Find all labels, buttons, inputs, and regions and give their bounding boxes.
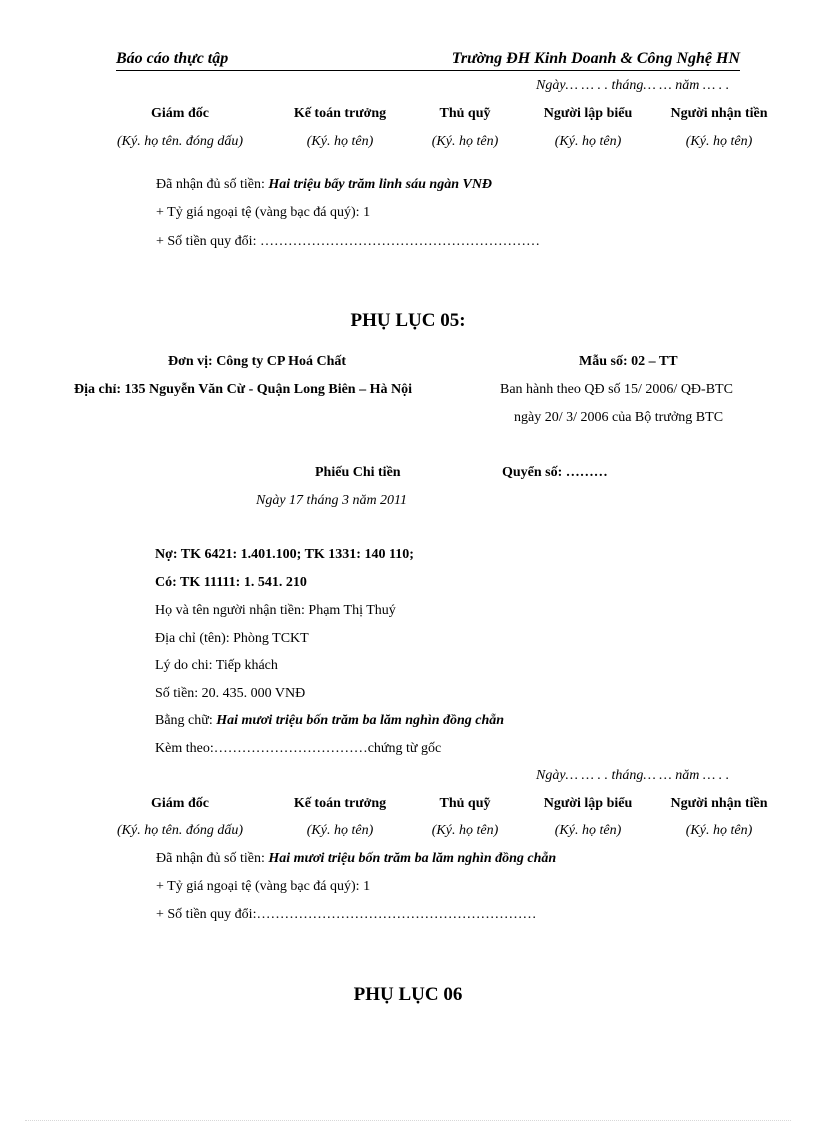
signature-note: (Ký. họ tên)	[554, 823, 622, 838]
signature-title: Kế toán trưởng	[293, 106, 387, 121]
amount-in-words	[155, 713, 504, 729]
amount-in-words-label: Bằng chữ:	[155, 713, 217, 728]
signature-note: (Ký. họ tên)	[554, 134, 622, 149]
signature-title: Người lập biểu	[543, 796, 633, 811]
header-right: Trường ĐH Kinh Doanh & Công Nghệ HN	[451, 50, 740, 67]
signature-title: Thủ quỹ	[439, 106, 491, 121]
signature-title: Người lập biểu	[543, 106, 633, 121]
credit-accounts: Có: TK 11111: 1. 541. 210	[155, 575, 307, 590]
page-bottom-divider	[25, 1120, 791, 1121]
date-line-1: Ngày… … . . tháng… … năm … . .	[536, 78, 730, 93]
header-left: Báo cáo thực tập	[116, 50, 229, 67]
signature-note: (Ký. họ tên)	[685, 823, 753, 838]
issued-decision: Ban hành theo QĐ số 15/ 2006/ QĐ-BTC	[500, 382, 733, 397]
signature-note: (Ký. họ tên)	[431, 823, 499, 838]
form-number: Mẫu số: 02 – TT	[579, 354, 678, 369]
unit-address: Địa chỉ: 135 Nguyễn Văn Cừ - Quận Long Biên – Hà Nội	[74, 382, 412, 397]
unit-name: Đơn vị: Công ty CP Hoá Chất	[168, 354, 347, 369]
received-label: Đã nhận đủ số tiền:	[156, 851, 269, 866]
signature-title: Kế toán trưởng	[293, 796, 387, 811]
converted-amount-2: + Số tiền quy đổi:……………………………………………………	[156, 907, 537, 922]
received-label: Đã nhận đủ số tiền:	[156, 177, 269, 192]
attachments: Kèm theo:……………………………chứng từ gốc	[155, 741, 442, 756]
exchange-rate-2: + Tỷ giá ngoại tệ (vàng bạc đá quý): 1	[156, 879, 371, 894]
signature-title: Giám đốc	[151, 106, 209, 121]
signature-note: (Ký. họ tên)	[685, 134, 753, 149]
signature-notes-2	[0, 823, 816, 843]
signature-title: Người nhận tiền	[670, 796, 768, 811]
appendix-05-title: PHỤ LỤC 05:	[350, 310, 466, 331]
recipient-department: Địa chỉ (tên): Phòng TCKT	[155, 631, 309, 646]
amount-in-words-value: Hai mươi triệu bốn trăm ba lăm nghìn đồng chẵn	[216, 713, 505, 728]
voucher-date: Ngày 17 tháng 3 năm 2011	[256, 493, 408, 508]
converted-amount-1: + Số tiền quy đổi: ……………………………………………………	[156, 234, 540, 249]
received-amount-2	[156, 851, 556, 867]
received-value: Hai triệu bẩy trăm linh sáu ngàn VNĐ	[268, 177, 493, 192]
appendix-06-title: PHỤ LỤC 06	[353, 984, 463, 1005]
payment-amount: Số tiền: 20. 435. 000 VNĐ	[155, 686, 306, 701]
signature-note: (Ký. họ tên)	[431, 134, 499, 149]
signature-note: (Ký. họ tên. đóng dấu)	[117, 134, 243, 149]
signature-titles-1	[0, 106, 816, 126]
voucher-title: Phiếu Chi tiền	[315, 465, 401, 480]
issued-date: ngày 20/ 3/ 2006 của Bộ trưởng BTC	[514, 410, 724, 425]
received-amount-1	[156, 177, 492, 193]
date-line-2: Ngày… … . . tháng… … năm … . .	[536, 768, 730, 783]
signature-note: (Ký. họ tên)	[306, 823, 374, 838]
signature-title: Giám đốc	[151, 796, 209, 811]
exchange-rate-1: + Tỷ giá ngoại tệ (vàng bạc đá quý): 1	[156, 205, 371, 220]
signature-note: (Ký. họ tên)	[306, 134, 374, 149]
payment-reason: Lý do chi: Tiếp khách	[155, 658, 278, 673]
page-header	[116, 48, 740, 71]
recipient-name: Họ và tên người nhận tiền: Phạm Thị Thuý	[155, 603, 396, 618]
signature-titles-2	[0, 796, 816, 816]
signature-title: Người nhận tiền	[670, 106, 768, 121]
debit-accounts: Nợ: TK 6421: 1.401.100; TK 1331: 140 110;	[155, 547, 414, 562]
signature-notes-1	[0, 134, 816, 154]
signature-note: (Ký. họ tên. đóng dấu)	[117, 823, 243, 838]
signature-title: Thủ quỹ	[439, 796, 491, 811]
book-number: Quyển số: ………	[502, 465, 608, 480]
received-value: Hai mươi triệu bốn trăm ba lăm nghìn đồng chẵn	[268, 851, 557, 866]
